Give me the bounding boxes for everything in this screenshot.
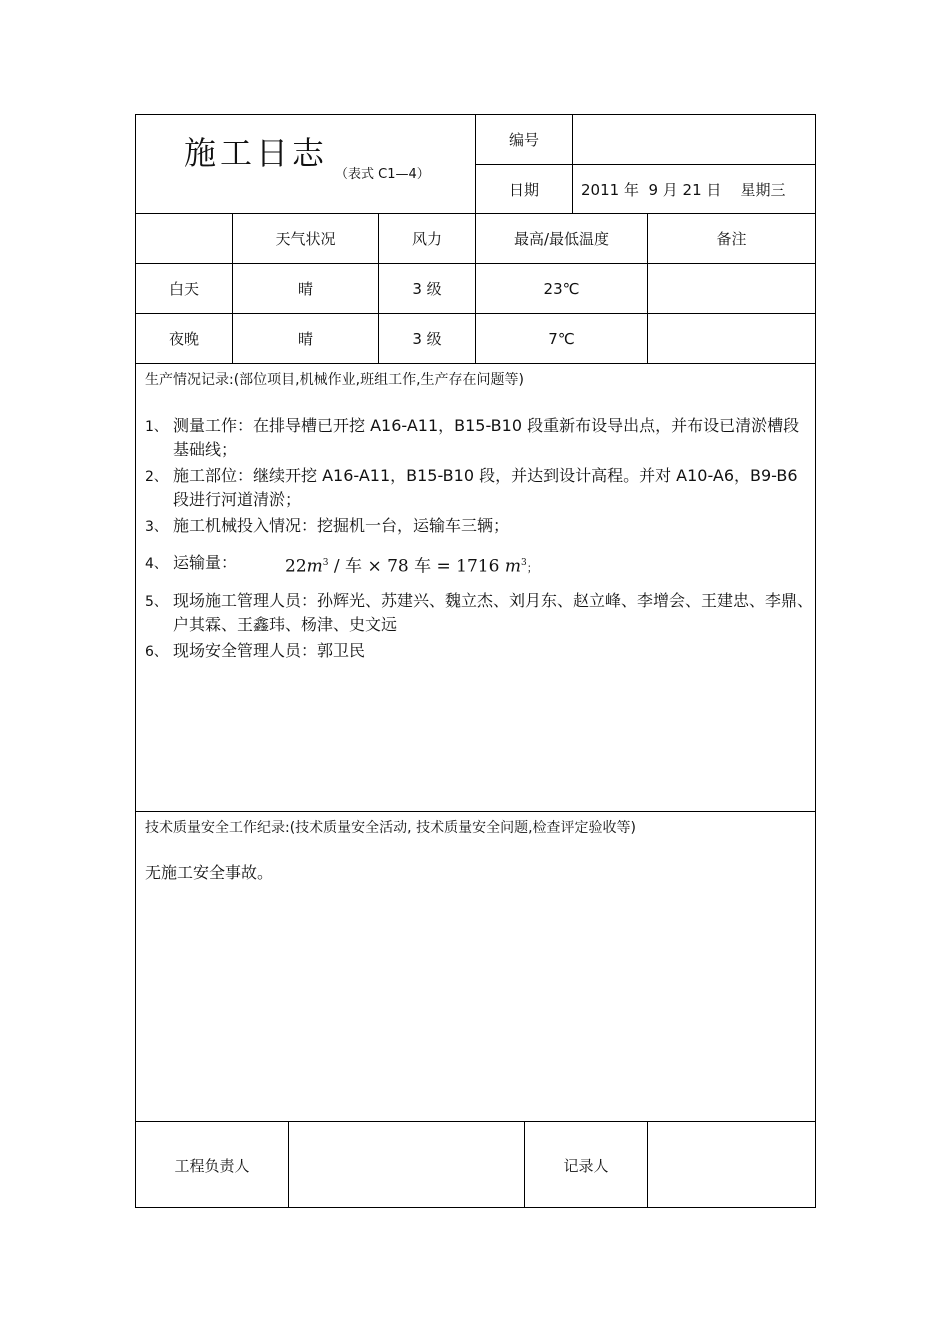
table-header-temp: 最高/最低温度 [513,230,610,248]
formula-unit: m [306,556,323,577]
list-item-text: 运输量： [173,553,238,572]
form-code: （表式 C1—4） [335,167,430,182]
list-item [145,589,814,637]
engineer-field[interactable] [289,1122,524,1208]
number-label: 编号 [508,131,539,149]
recorder-field[interactable] [648,1122,815,1208]
date-label: 日期 [508,180,539,199]
list-item-text: 现场安全管理人员：郭卫民 [173,641,366,660]
row-night-wind: 3 级 [412,330,442,348]
divider [135,811,816,812]
formula-expression: / 车 × 78 车 = 1716 [333,556,500,577]
formula-number: 22 [285,556,307,577]
table-header-note: 备注 [716,230,747,248]
list-item-text: 施工部位：继续开挖 A16-A11，B15-B10 段，并达到设计高程。并对 A10-A6，B9-B6 段进行河道清淤； [173,466,798,509]
row-night-note[interactable] [648,314,815,363]
number-field[interactable] [573,115,815,164]
recorder-label: 记录人 [563,1156,609,1175]
date-field[interactable]: 2011 年 9 月 21 日 星期三 [581,180,786,199]
quality-text: 无施工安全事故。 [145,863,274,882]
row-night-weather: 晴 [297,330,313,348]
list-item-number: 6、 [145,644,168,660]
list-item [145,414,810,462]
list-item-number: 5、 [145,594,168,610]
list-item [145,464,810,512]
list-item-number: 4、 [145,556,168,572]
row-day-note[interactable] [648,264,815,313]
list-item-text: 测量工作：在排导槽已开挖 A16-A11，B15-B10 段重新布设导出点，并布设已清淤槽段基础线； [173,416,800,459]
table-header-weather: 天气状况 [275,230,336,248]
formula-exponent: 3 [322,558,329,568]
list-item-number: 3、 [145,519,168,535]
transport-formula [285,551,538,581]
formula-exponent: 3 [520,558,527,568]
formula-end: ； [526,561,538,575]
list-item-text: 施工机械投入情况：挖掘机一台，运输车三辆； [173,516,510,535]
list-item [145,639,810,663]
production-heading: 生产情况记录:(部位项目,机械作业,班组工作,生产存在问题等) [145,372,524,388]
row-night-temp: 7℃ [548,329,575,348]
quality-heading: 技术质量安全工作纪录:(技术质量安全活动, 技术质量安全问题,检查评定验收等) [145,820,636,836]
list-item-number: 1、 [145,419,168,435]
page-title: 施工日志 [184,134,329,172]
row-night-period: 夜晚 [168,330,199,348]
list-item-number: 2、 [145,469,168,485]
row-day-weather: 晴 [297,280,313,298]
table-header-wind: 风力 [411,230,442,248]
engineer-label: 工程负责人 [174,1156,250,1175]
list-item [145,551,810,577]
row-day-temp: 23℃ [543,279,580,298]
row-day-wind: 3 级 [412,280,442,298]
list-item [145,514,810,538]
divider [135,363,816,364]
table-header-cell [136,214,232,263]
list-item-text: 现场施工管理人员：孙辉光、苏建兴、魏立杰、刘月东、赵立峰、李增会、王建忠、李鼎、户其霖、王鑫玮、杨津、史文远 [173,591,814,634]
formula-unit: m [504,556,521,577]
row-day-period: 白天 [168,280,199,298]
